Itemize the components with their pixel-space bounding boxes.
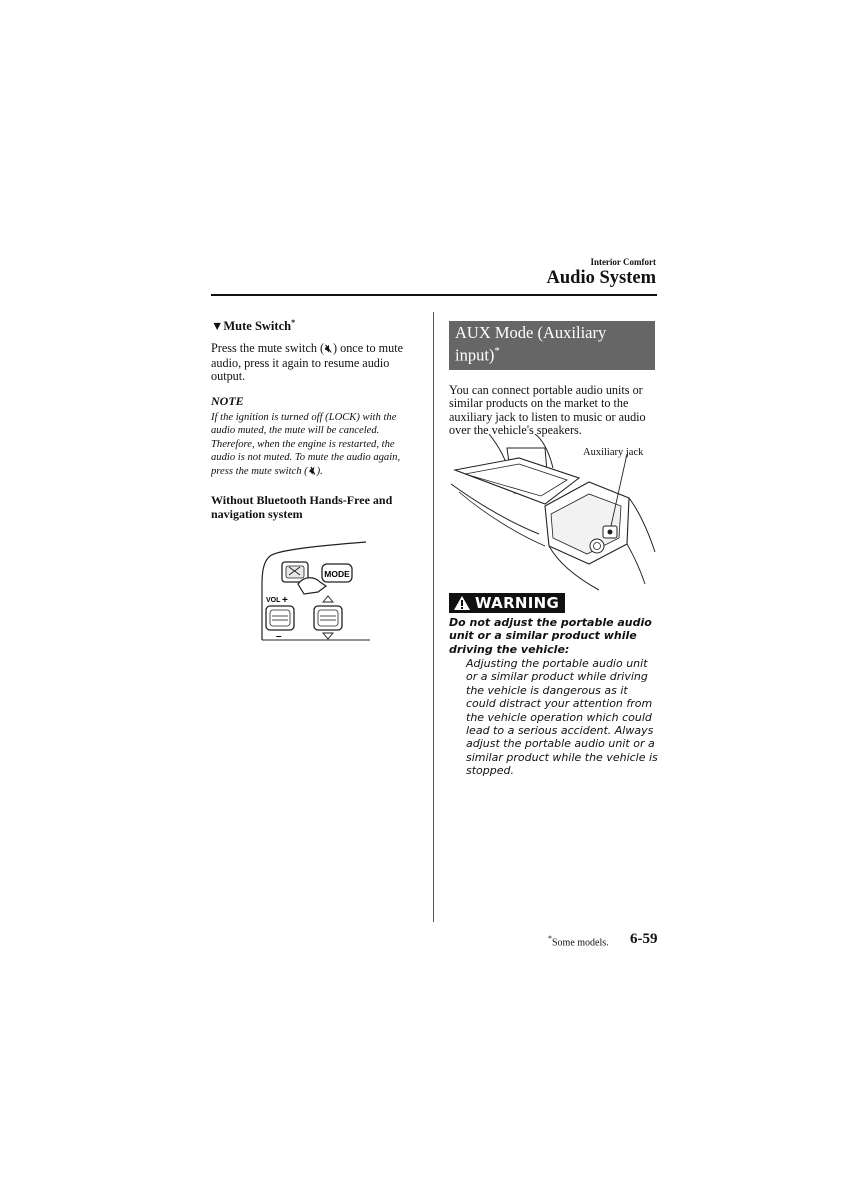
column-divider [433,312,434,922]
warning-label: WARNING [475,594,560,612]
page-number: 6-59 [630,931,658,947]
warning-lead-text: Do not adjust the portable audio unit or a similar product while driving the vehicle: [449,616,652,656]
mute-switch-heading: ▼Mute Switch* [211,318,296,334]
note-text: If the ignition is turned off (LOCK) with the audio muted, the mute will be canceled. Therefore, when the engine is restarted, the audio is not muted. To mute the audio again, press the mute switch (🔇︎). [211,411,401,477]
vol-label: VOL [266,597,281,604]
section-label: Interior Comfort [590,257,656,267]
pointing-hand-icon [298,578,326,594]
mute-icon: 🔇︎ [308,464,316,477]
auxiliary-jack-label: Auxiliary jack [583,447,644,458]
steering-switch-illustration [256,540,372,642]
mute-switch-body: Press the mute switch (🔇︎) once to mute audio, press it again to resume audio output. [211,341,404,384]
without-bluetooth-heading: Without Bluetooth Hands-Free and navigation system [211,492,393,521]
aux-mode-body: You can connect portable audio units or similar products on the market to the auxiliary jack to listen to music or audio over the vehicle's speakers. [449,382,646,438]
footnote-mark: * [291,318,296,327]
footer-note: *Some models. [548,934,609,949]
right-column [449,321,657,448]
footnote-mark: * [494,345,500,357]
seek-down-arrow-icon [323,633,333,639]
aux-mode-heading: AUX Mode (Auxiliary input)* [449,321,655,370]
vol-plus-label: + [282,595,288,606]
warning-badge [449,593,565,613]
warning-triangle-icon [453,595,471,611]
warning-detail-text: Adjusting the portable audio unit or a similar product while driving the vehicle is dangerous as it could distract your attention from the vehicle operation which could lead to a serious accident. Always adjust the portable audio unit or a similar product while the vehicle is stopped. [466,657,658,778]
footnote-mark: * [548,934,552,943]
mode-label: MODE [324,569,350,579]
header-rule [211,294,657,296]
page-title: Audio System [546,268,656,288]
audio-knob[interactable] [590,539,604,553]
vol-minus-label: – [276,631,282,642]
note-title: NOTE [211,393,244,408]
seek-up-arrow-icon [323,596,333,602]
mute-icon: 🔇︎ [325,343,332,356]
left-column [211,318,411,521]
